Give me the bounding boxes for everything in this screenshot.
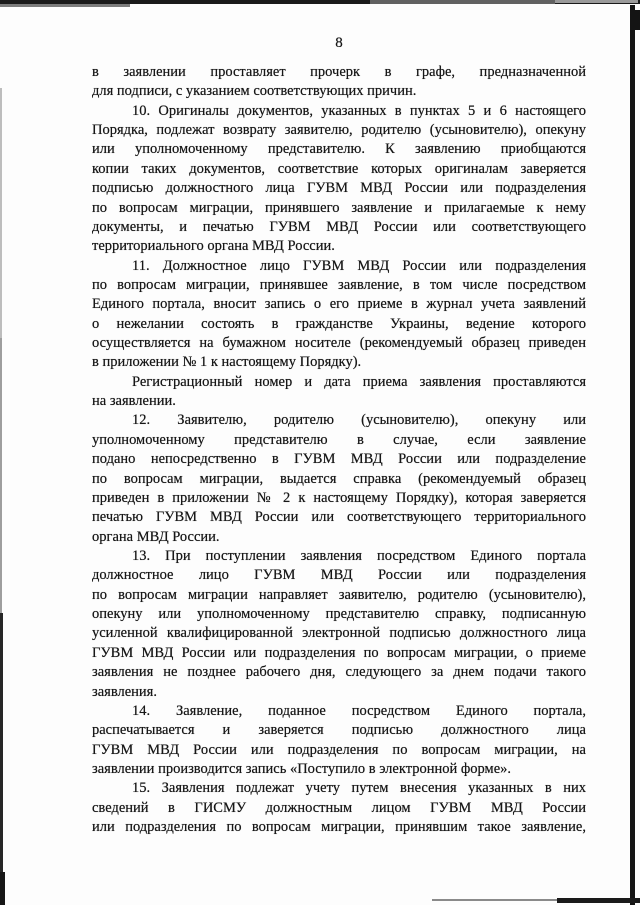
text-line: 14. Заявление, поданное посредством Единого портала,	[132, 702, 586, 719]
scan-edge-left-upper	[0, 88, 2, 338]
text-block	[92, 63, 586, 837]
scan-edge-bottom-black	[557, 898, 640, 903]
text-line: заявлении производится запись «Поступило в электронной форме».	[92, 760, 512, 777]
text-line: уполномоченному представителю в случае, если заявление	[92, 431, 586, 448]
text-line: подписью должностного лица ГУВМ МВД России или подразделения	[92, 180, 586, 197]
scan-edge-left-lower	[0, 613, 3, 905]
scan-corner-bottom-left	[0, 872, 5, 905]
text-line: печатью ГУВМ МВД России или соответствующего территориального	[92, 509, 586, 526]
text-line: подано непосредственно в ГУВМ МВД России или подразделение	[92, 451, 586, 468]
text-line: распечатывается и заверяется подписью должностного лица	[92, 722, 586, 739]
text-line: усиленной квалифицированной электронной подписью должностного лица	[92, 625, 586, 642]
text-line: органа МВД России.	[92, 528, 220, 545]
text-line: приведен в приложении № 2 к настоящему Порядку), которая заверяется	[92, 489, 586, 506]
scan-edge-top-gray	[370, 0, 555, 4]
text-line: территориального органа МВД России.	[92, 238, 335, 255]
text-line: заявления не позднее рабочего дня, следующего за днем подачи такого	[92, 664, 586, 681]
scan-edge-left-mid	[0, 338, 2, 613]
scan-edge-top-under	[0, 4, 130, 7]
text-line: документы, и печатью ГУВМ МВД России или соответствующего	[92, 218, 586, 235]
scan-edge-top-light	[555, 0, 638, 3]
page-number: 8	[335, 35, 343, 51]
text-line: по вопросам миграции, принявшего заявление и прилагаемые к нему	[92, 199, 586, 216]
text-line: опекуну или уполномоченному представителю справку, подписанную	[92, 606, 586, 623]
text-line: в заявлении проставляет прочерк в графе, предназначенной	[92, 64, 586, 80]
text-line: или уполномоченному представителю. К заявлению приобщаются	[92, 141, 586, 158]
text-line: заявления.	[92, 683, 157, 700]
text-line: 15. Заявления подлежат учету путем внесения указанных в них	[132, 780, 586, 797]
text-line: для подписи, с указанием соответствующих причин.	[92, 83, 417, 100]
text-line: 12. Заявителю, родителю (усыновителю), опекуну или	[132, 412, 586, 429]
text-line: 13. При поступлении заявления посредством Единого портала	[132, 547, 586, 564]
scan-edge-right-blob	[633, 10, 640, 30]
text-line: 11. Должностное лицо ГУВМ МВД России или подразделения	[132, 257, 586, 274]
text-line: на заявлении.	[92, 393, 176, 410]
text-line: ГУВМ МВД России или подразделения по вопросам миграции, о приеме	[92, 644, 586, 661]
text-line: осуществляется на бумажном носителе (рекомендуемый образец приведен	[92, 335, 586, 352]
text-line: сведений в ГИСМУ должностным лицом ГУВМ МВД России	[92, 799, 586, 816]
text-line: Регистрационный номер и дата приема заявления проставляются	[132, 373, 586, 390]
scan-edge-bottom-gray	[432, 899, 558, 901]
scan-edge-right	[630, 5, 635, 905]
text-line: ГУВМ МВД России или подразделения по вопросам миграции, на	[92, 741, 586, 758]
text-line: по вопросам миграции, принявшее заявление, в том числе посредством	[92, 276, 586, 293]
text-line: или подразделения по вопросам миграции, принявшим такое заявление,	[92, 819, 586, 836]
text-line: по вопросам миграции направляет заявителю, родителю (усыновителю),	[92, 586, 586, 603]
text-line: Порядка, подлежат возврату заявителю, родителю (усыновителю), опекуну	[92, 122, 586, 139]
text-line: в приложении № 1 к настоящему Порядку).	[92, 354, 362, 371]
text-line: по вопросам миграции, выдается справка (рекомендуемый образец	[92, 470, 586, 487]
text-line: 10. Оригиналы документов, указанных в пунктах 5 и 6 настоящего	[132, 102, 586, 119]
text-line: копии таких документов, соответствие которых оригиналам заверяется	[92, 160, 586, 177]
text-line: о нежелании состоять в гражданстве Украины, ведение которого	[92, 315, 586, 332]
text-line: Единого портала, вносит запись о его приеме в журнал учета заявлений	[92, 296, 586, 313]
text-line: должностное лицо ГУВМ МВД России или подразделения	[92, 567, 586, 584]
